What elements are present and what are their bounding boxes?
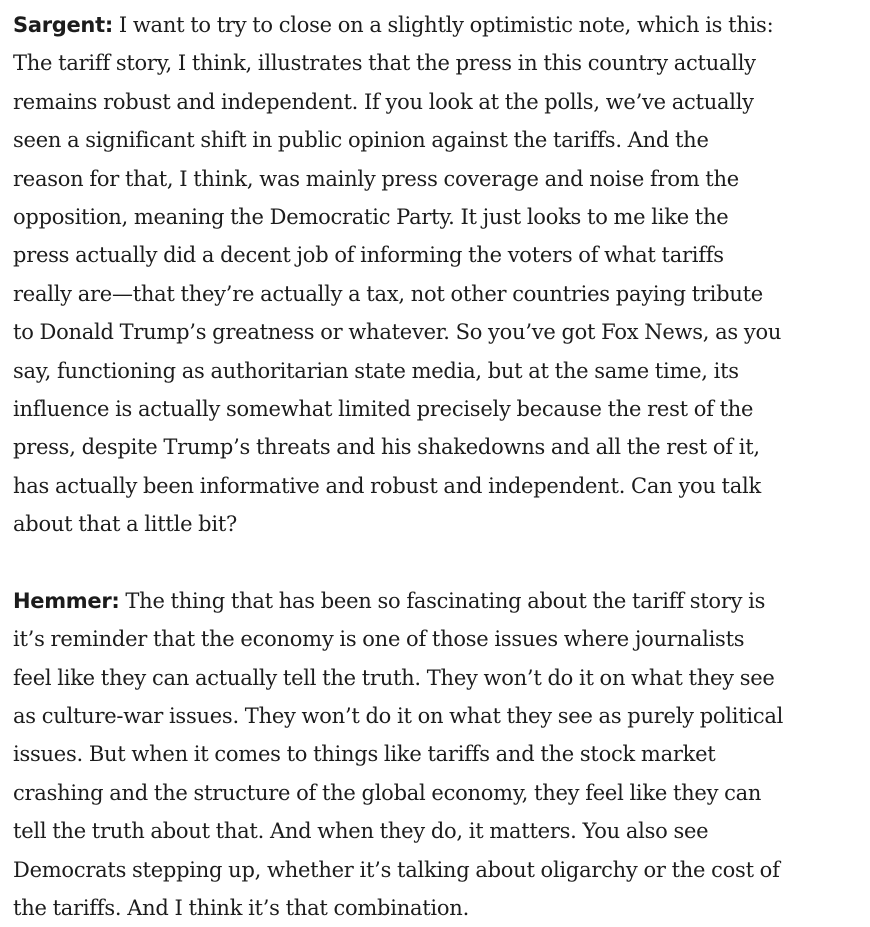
paragraph-line: crashing and the structure of the global economy, they feel like they can [13, 780, 762, 805]
line-text: I want to try to close on a slightly optimistic note, which is this: [118, 13, 774, 37]
paragraph-line: as culture-war issues. They won’t do it on what they see as purely political [13, 703, 784, 728]
paragraph-line: say, functioning as authoritarian state media, but at the same time, its [13, 358, 739, 383]
paragraph-line: seen a significant shift in public opinion against the tariffs. And the [13, 128, 709, 153]
paragraph-line: about that a little bit? [13, 512, 238, 537]
paragraph-line: feel like they can actually tell the truth. They won’t do it on what they see [13, 665, 775, 690]
transcript-paragraph-hemmer [13, 582, 856, 927]
transcript-paragraph-sargent [13, 6, 856, 544]
paragraph-line: press actually did a decent job of informing the voters of what tariffs [13, 243, 724, 268]
paragraph-line: remains robust and independent. If you look at the polls, we’ve actually [13, 89, 754, 114]
paragraph-line: the tariffs. And I think it’s that combination. [13, 895, 469, 920]
paragraph-line: it’s reminder that the economy is one of those issues where journalists [13, 627, 745, 652]
paragraph-line: Democrats stepping up, whether it’s talking about oligarchy or the cost of [13, 857, 780, 882]
paragraph-line [13, 582, 856, 620]
speaker-name: Sargent: [13, 13, 113, 37]
paragraph-line: reason for that, I think, was mainly press coverage and noise from the [13, 166, 739, 191]
paragraph-line: to Donald Trump’s greatness or whatever. So you’ve got Fox News, as you [13, 320, 782, 345]
paragraph-line: press, despite Trump’s threats and his shakedowns and all the rest of it, [13, 435, 760, 460]
paragraph-line [13, 6, 856, 44]
paragraph-line: tell the truth about that. And when they do, it matters. You also see [13, 819, 709, 844]
paragraph-line: The tariff story, I think, illustrates that the press in this country actually [13, 51, 756, 76]
paragraph-line: has actually been informative and robust and independent. Can you talk [13, 473, 761, 498]
paragraph-line: influence is actually somewhat limited precisely because the rest of the [13, 397, 754, 422]
paragraph-line: opposition, meaning the Democratic Party. It just looks to me like the [13, 205, 729, 230]
paragraph-line: issues. But when it comes to things like tariffs and the stock market [13, 742, 716, 767]
speaker-name: Hemmer: [13, 588, 120, 613]
line-text: The thing that has been so fascinating about the tariff story is [125, 588, 766, 613]
paragraph-line: really are—that they’re actually a tax, not other countries paying tribute [13, 281, 763, 306]
